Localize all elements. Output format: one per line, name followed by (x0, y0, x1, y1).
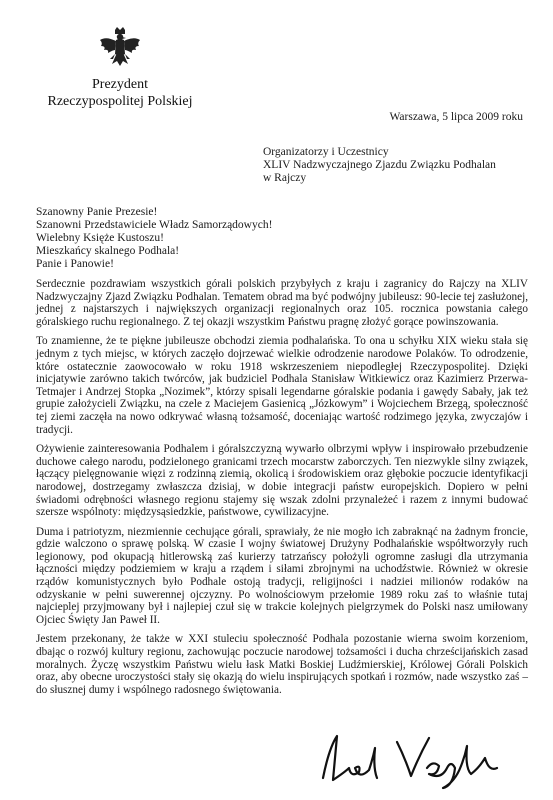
body-paragraph: Serdecznie pozdrawiam wszystkich górali polskich przybyłych z kraju i zagranicy do Rajczy na XLIV Nadzwyczajny Zjazd Związku Podhalan. Tematem obrad ma być podwójny jubileusz: 90-lecie tej zasłużonej, jednej z najstarszych i największych organizacji regionalnych oraz 105. rocznica powstania całego góralskiego ruchu regionalnego. Z tej okazji wszystkim Państwu pragnę złożyć gorące powinszowania. (36, 278, 528, 328)
body-paragraph: Duma i patriotyzm, niezmiennie cechujące górali, sprawiały, że nie mogło ich zabraknąć na żadnym froncie, gdzie walczono o sprawę polską. W czasie I wojny światowej Drużyny Podhalańskie współtworzyły ruch legionowy, pod okupacją hitlerowską zaś kurierzy tatrzańscy położyli ogromne zasługi dla utrzymania łączności między podziemiem w kraju a rządem i siłami zbrojnymi na uchodźstwie. Również w okresie rządów komunistycznych było Podhale ostoją tradycji, religijności i nadziei milionów rodaków na odzyskanie w pełni suwerennej ojczyzny. Po wolnościowym przełomie 1989 roku zaś to właśnie tutaj najcieplej przyjmowany był i najlepiej czuł się w trakcie kolejnych pielgrzymek do Polski nasz umiłowany Ojciec Święty Jan Paweł II. (36, 525, 528, 626)
sender-title: Prezydent (92, 77, 148, 92)
salutation-line: Panie i Panowie! (36, 258, 114, 270)
salutation-line: Szanowny Panie Prezesie! (36, 206, 158, 218)
salutation-line: Szanowni Przedstawiciele Władz Samorządowych! (36, 219, 273, 231)
white-eagle-emblem-icon (98, 26, 142, 72)
recipient-block (263, 146, 533, 185)
sender-block (30, 76, 210, 110)
letter-body (36, 278, 528, 703)
handwritten-signature-icon (315, 728, 525, 790)
salutation-line: Mieszkańcy skalnego Podhala! (36, 245, 180, 257)
sender-country: Rzeczypospolitej Polskiej (47, 94, 193, 109)
recipient-line: XLIV Nadzwyczajnego Zjazdu Związku Podhalan (263, 159, 496, 171)
body-paragraph: Jestem przekonany, że także w XXI stuleciu społeczność Podhala pozostanie wierna swoim korzeniom, dbając o rozwój kultury regionu, zachowując poczucie narodowej tożsamości i ducha chrześcijańskich zasad moralnych. Życzę wszystkim Państwu wielu łask Matki Boskiej Ludźmierskiej, Królowej Górali Polskich oraz, aby obecne uroczystości stały się okazją do wielu inspirujących spotkań i rozmów, nade wszystko zaś – do słusznej dumy i wspólnego radosnego świętowania. (36, 633, 528, 696)
body-paragraph: Ożywienie zainteresowania Podhalem i góralszczyzną wywarło olbrzymi wpływ i inspirowało przebudzenie duchowe całego narodu, podzielonego granicami trzech mocarstw zaborczych. Ten niezwykle silny związek, łączący pielęgnowanie więzi z rodzinną ziemią, okolicą i środowiskiem oraz głębokie poczucie identyfikacji narodowej, dostrzegamy zwłaszcza dzisiaj, w dobie integracji państw europejskich. Dopiero w pełni świadomi odrębności własnego regionu stajemy się wszak zdolni przynależeć i razem z innymi budować szersze wspólnoty: międzysąsiedzkie, państwowe, cywilizacyjne. (36, 443, 528, 519)
salutation-line: Wielebny Księże Kustoszu! (36, 232, 164, 244)
body-paragraph: To znamienne, że te piękne jubileusze obchodzi ziemia podhalańska. To ona u schyłku XIX wieku stała się jednym z tych miejsc, w których zaczęło dojrzewać wielkie odrodzenie narodowe Polaków. To odrodzenie, które ostatecznie zaowocowało w roku 1918 wskrzeszeniem niepodległej Rzeczypospolitej. Dzięki inicjatywie zarówno takich twórców, jak budziciel Podhala Stanisław Witkiewicz oraz Kazimierz Przerwa-Tetmajer i Andrzej Stopka „Nozimek”, którzy spisali legendarne góralskie podania i gawędy Sabały, jak też grupie założycieli Związku, na czele z Maciejem Gasienicą „Józkowym” i Wojciechem Brzegą, społeczność tej ziemi zaczęła na nowo odkrywać własną tożsamość, doceniając wartość rodzimego języka, zwyczajów i tradycji. (36, 335, 528, 436)
recipient-line: Organizatorzy i Uczestnicy (263, 146, 389, 158)
salutation-block (36, 206, 526, 271)
recipient-line: w Rajczy (263, 172, 307, 184)
place-date: Warszawa, 5 lipca 2009 roku (389, 111, 523, 123)
